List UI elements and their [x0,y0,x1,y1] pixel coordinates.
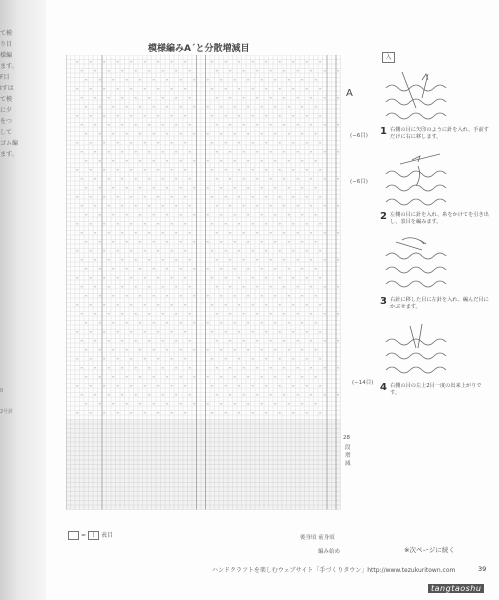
chart-legend [66,530,113,540]
body-labels: 後身頃 前身頃 [300,535,335,541]
legend-symbol-box: | [88,531,99,540]
legend-empty-box [68,531,79,540]
symbol-box: 入 [382,52,395,63]
watermark: tangtaoshu [428,584,484,593]
rows-label-4: 減 [345,461,351,467]
next-page-note: ※次ページに続く [404,546,455,554]
ribbing-section [66,420,341,510]
step-1-illustration [382,68,454,130]
chart-grid [66,55,342,512]
step-3-text: 右針に移した目に左針を入れ、編んだ目にかぶせます。 [390,297,489,310]
step-4-illustration [382,318,454,380]
rows-label-3: 増 [345,453,351,459]
step-2-number: 2 [380,211,387,222]
step-4-text: 右側の目の左上2目一度の出来上がりです。 [390,383,482,396]
rows-label-1: 28 [343,435,350,441]
start-label: 編み始め [318,549,341,555]
legend-eq: = [81,532,87,539]
step-4-number: 4 [380,382,387,393]
step-3-illustration [382,232,454,294]
bleed-foot-1: 0 [0,388,4,394]
decrease-label-3: (−14目) [352,380,374,386]
section-label: A [346,88,353,99]
step-2-illustration [382,150,454,212]
decrease-label-1: (−6目) [350,133,368,139]
rows-label-2: 段 [345,445,351,451]
chart-title: 模様編みA´と分散増減目 [148,44,250,54]
bleed-text: て模 り目 様編 ます。 F目 Iすは て模 に夕 をつ して ゴム編 ます。 [0,30,19,158]
legend-text: 表目 [101,532,114,539]
bleed-foot-2: 2号針 [0,409,14,415]
step-1-number: 1 [380,126,387,137]
step-1-text: 右側の目に矢印のように針を入れ、手前すだけに右に移します。 [390,127,489,140]
page-number: 39 [478,565,487,573]
step-3-number: 3 [380,296,387,307]
step-2-text: 左側の目に針を入れ、糸をかけてを引き出し、表目を編みます。 [390,212,489,225]
knitting-chart [66,55,342,512]
bottom-labels [300,533,340,555]
footer-text: ハンドクラフトを楽しむウェブサイト「手づくりタウン」http://www.tezukuritown.com [212,567,456,574]
decrease-label-2: (−6目) [350,179,368,185]
